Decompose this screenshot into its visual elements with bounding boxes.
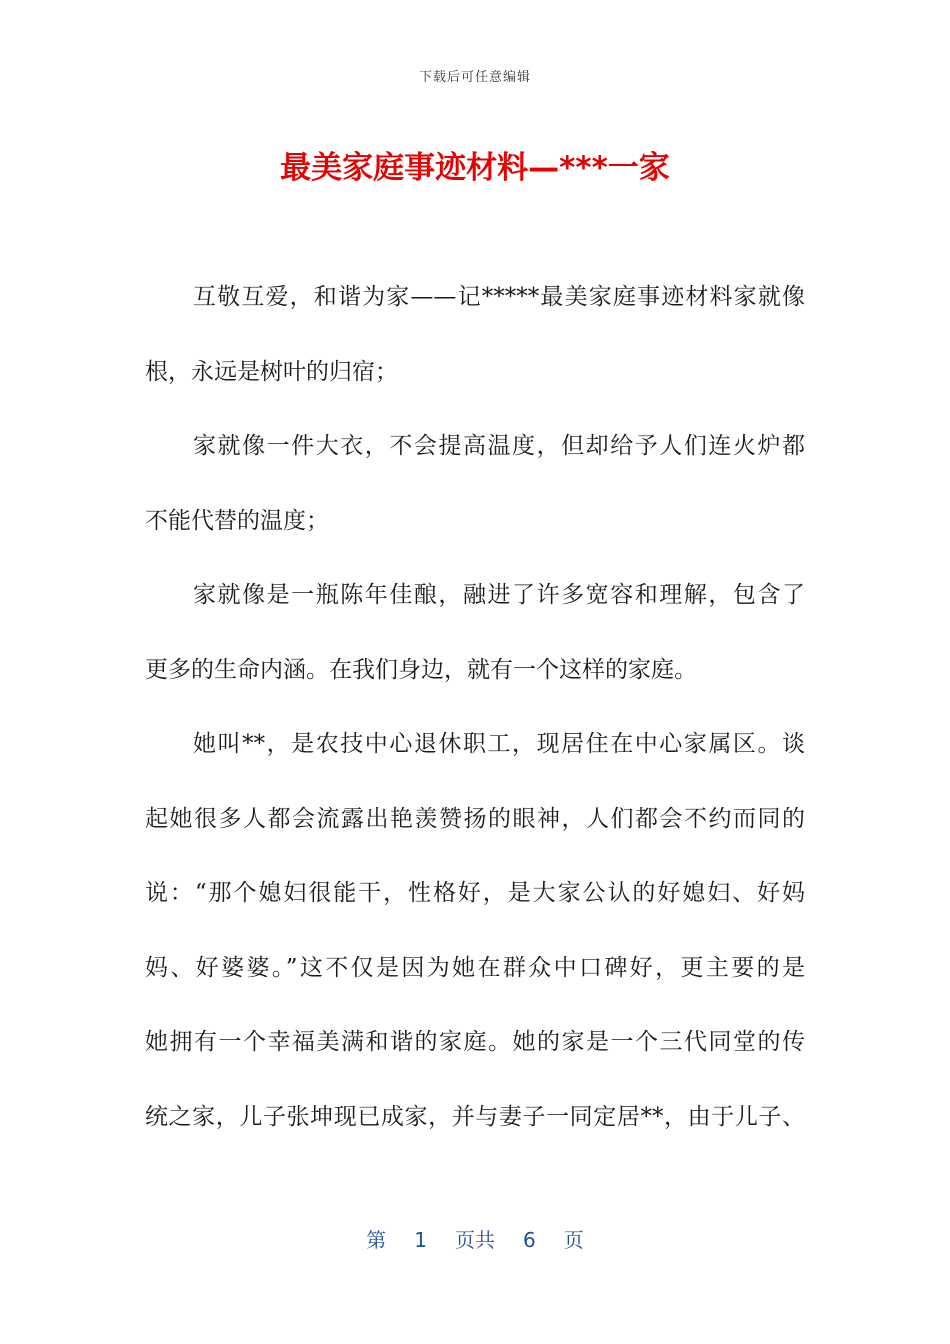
- current-page-number: 1: [414, 1228, 427, 1252]
- document-body: [145, 260, 805, 1154]
- body-line: 起她很多人都会流露出艳羡赞扬的眼神，人们都会不约而同的: [145, 805, 805, 832]
- body-line: 说：“那个媳妇很能干，性格好，是大家公认的好媳妇、好妈: [145, 880, 805, 906]
- body-line: 家就像一件大衣，不会提高温度，但却给予人们连火炉都: [193, 433, 805, 459]
- body-line: 统之家，儿子张坤现已成家，并与妻子一同定居**，由于儿子、: [145, 1103, 805, 1130]
- page-label-mid: 页共: [455, 1228, 495, 1252]
- body-line: 根，永远是树叶的归宿；: [145, 358, 398, 385]
- page-number-footer: [0, 1224, 950, 1253]
- body-line: 互敬互爱，和谐为家——记*****最美家庭事迹材料家就像: [193, 284, 805, 310]
- body-line: 妈、好婆婆。”这不仅是因为她在群众中口碑好，更主要的是: [145, 954, 805, 981]
- body-line: 不能代替的温度；: [145, 507, 329, 534]
- body-line: 她叫**，是农技中心退休职工，现居住在中心家属区。谈: [193, 731, 805, 757]
- body-line: 家就像是一瓶陈年佳酿，融进了许多宽容和理解，包含了: [193, 582, 805, 608]
- body-line: 更多的生命内涵。在我们身边，就有一个这样的家庭。: [145, 656, 697, 683]
- page-label-prefix: 第: [366, 1228, 387, 1252]
- header-note: 下载后可任意编辑: [418, 70, 531, 85]
- page-label-suffix: 页: [563, 1228, 584, 1252]
- document-title: 最美家庭事迹材料—***一家: [280, 150, 670, 186]
- total-page-number: 6: [523, 1228, 536, 1252]
- body-line: 她拥有一个幸福美满和谐的家庭。她的家是一个三代同堂的传: [145, 1029, 805, 1055]
